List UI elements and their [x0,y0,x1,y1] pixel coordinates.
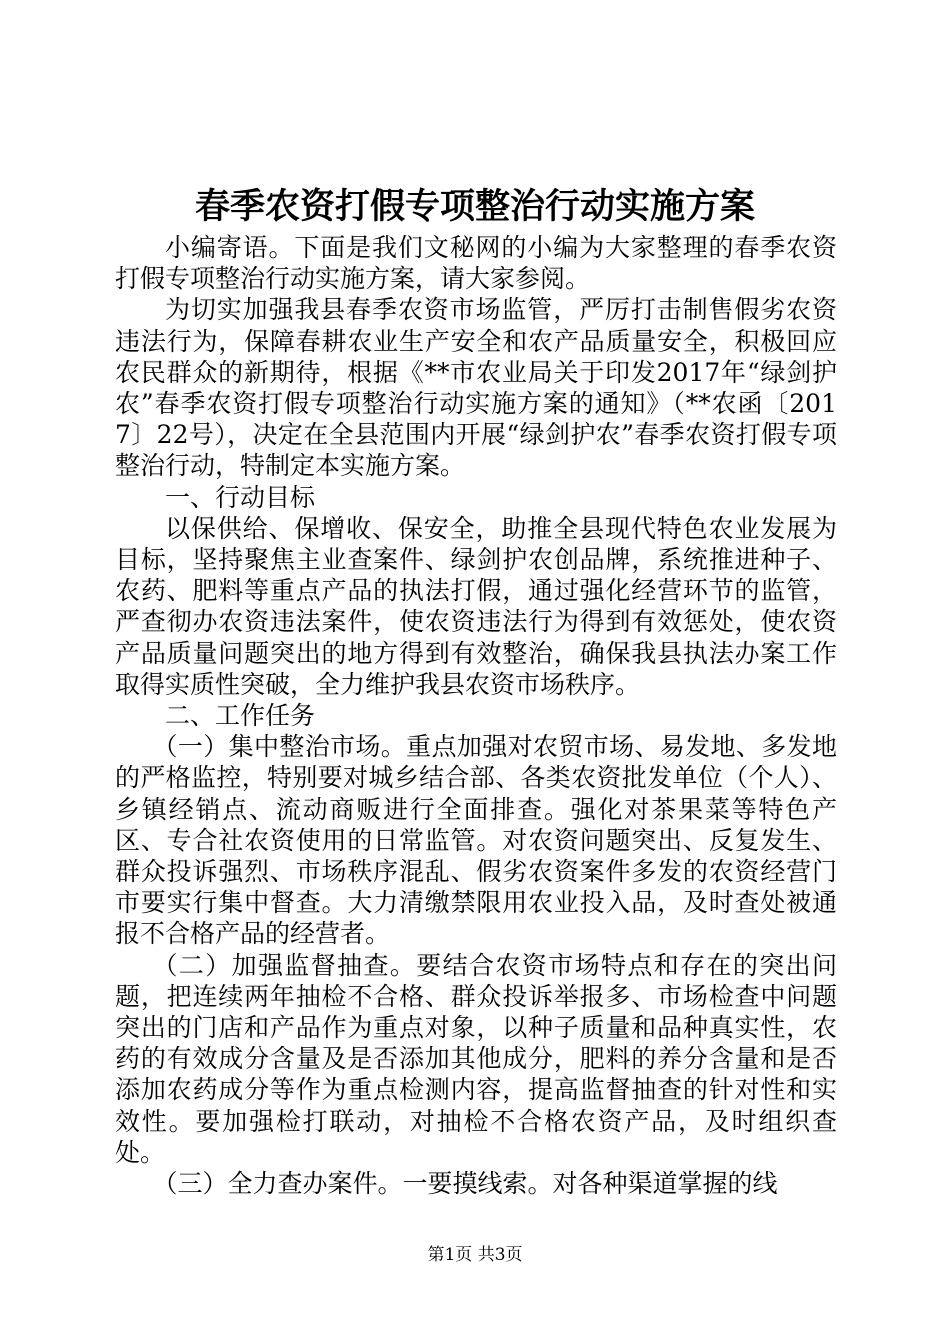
paragraph-task-2: （二）加强监督抽查。要结合农资市场特点和存在的突出问题，把连续两年抽检不合格、群众投诉举报多、市场检查中问题突出的门店和产品作为重点对象，以种子质量和品种真实性，农药的有效成分含量及是否添加其他成分，肥料的养分含量和是否添加农药成分等作为重点检测内容，提高监督抽查的针对性和实效性。要加强检打联动，对抽检不合格农资产品，及时组织查处。 [115,950,837,1167]
paragraph-goals: 以保供给、保增收、保安全，助推全县现代特色农业发展为目标，坚持聚焦主业查案件、绿剑护农创品牌，系统推进种子、农药、肥料等重点产品的执法打假，通过强化经营环节的监管，严查彻办农资违法案件，使农资违法行为得到有效惩处，使农资产品质量问题突出的地方得到有效整治，确保我县执法办案工作取得实质性突破，全力维护我县农资市场秩序。 [115,513,837,699]
section-heading-tasks: 二、工作任务 [165,701,316,731]
document-body [115,232,837,1199]
paragraph-task-3: （三）全力查办案件。一要摸线索。对各种渠道掌握的线 [152,1169,778,1199]
page-footer: 第1页 共3页 [427,1245,523,1265]
document-title: 春季农资打假专项整治行动实施方案 [194,186,755,227]
paragraph-background: 为切实加强我县春季农资市场监管，严厉打击制售假劣农资违法行为，保障春耕农业生产安全和农产品质量安全，积极回应农民群众的新期待，根据《**市农业局关于印发2017年“绿剑护农”春季农资打假专项整治行动实施方案的通知》（**农函〔2017〕22号），决定在全县范围内开展“绿剑护农”春季农资打假专项整治行动，特制定本实施方案。 [115,295,837,481]
paragraph-intro: 小编寄语。下面是我们文秘网的小编为大家整理的春季农资打假专项整治行动实施方案，请大家参阅。 [115,233,837,294]
section-heading-goals: 一、行动目标 [165,482,316,512]
paragraph-task-1: （一）集中整治市场。重点加强对农贸市场、易发地、多发地的严格监控，特别要对城乡结合部、各类农资批发单位（个人）、乡镇经销点、流动商贩进行全面排查。强化对茶果菜等特色产区、专合社农资使用的日常监管。对农资问题突出、反复发生、群众投诉强烈、市场秩序混乱、假劣农资案件多发的农资经营门市要实行集中督查。大力清缴禁限用农业投入品，及时查处被通报不合格产品的经营者。 [115,732,837,949]
